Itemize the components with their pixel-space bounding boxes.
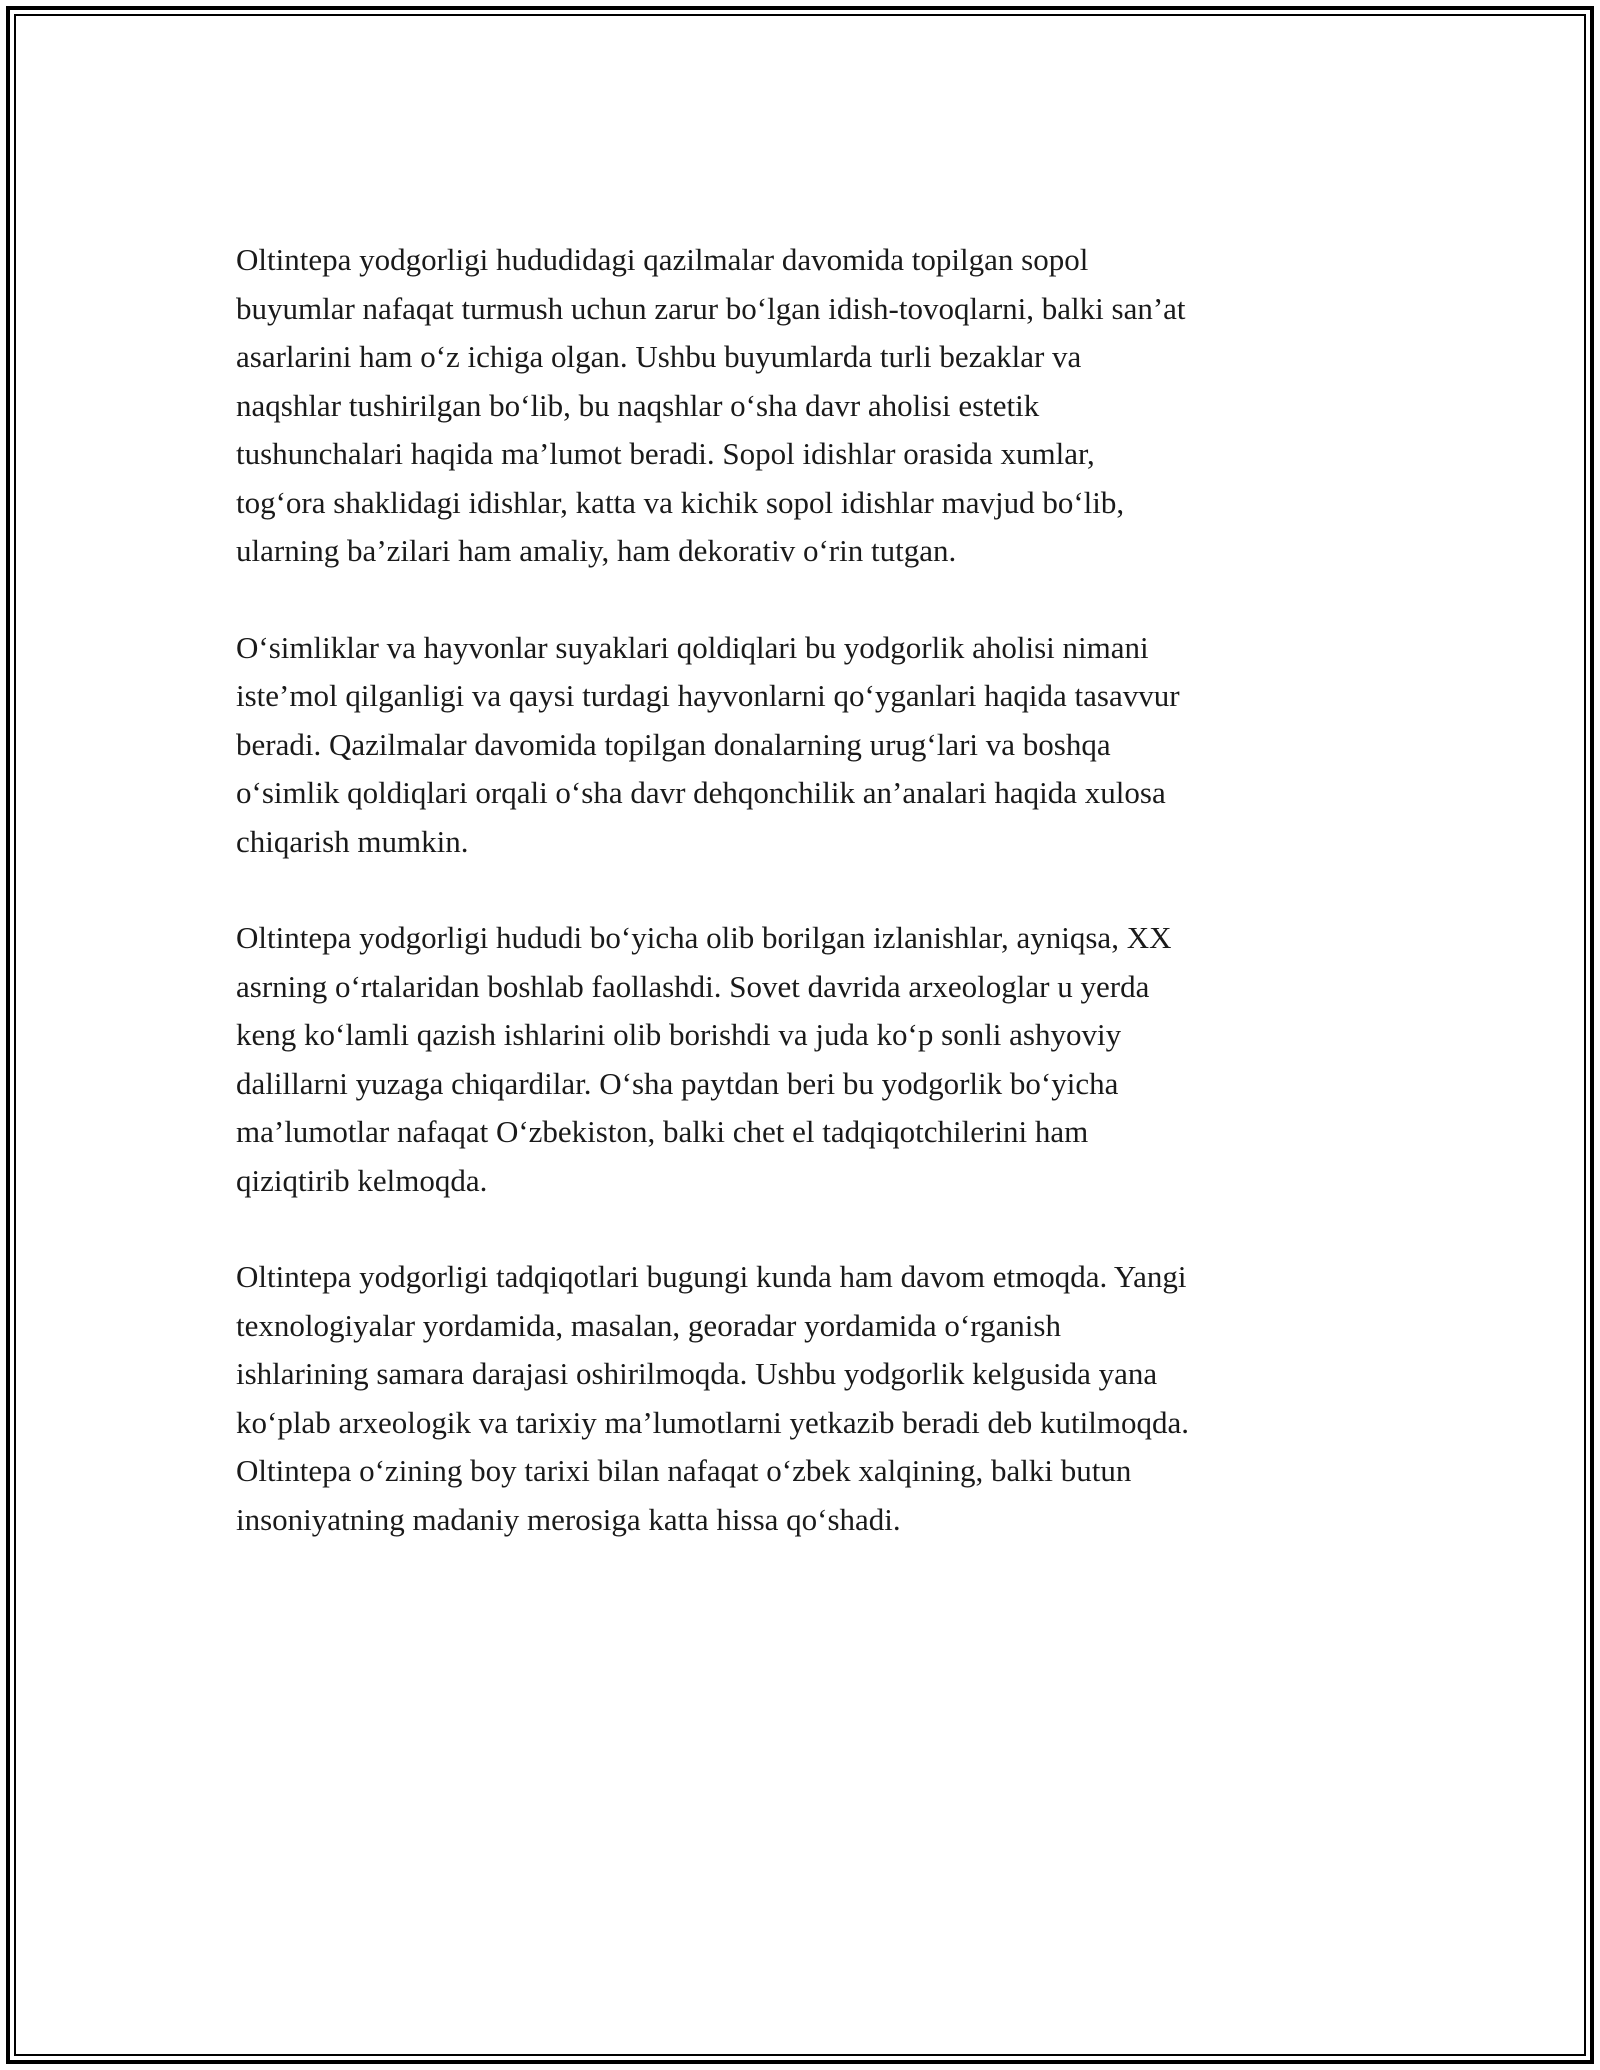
- text-line: ko‘plab arxeologik va tarixiy ma’lumotlarni yetkazib beradi deb kutilmoqda.: [236, 1404, 1189, 1440]
- text-line: ishlarining samara darajasi oshirilmoqda. Ushbu yodgorlik kelgusida yana: [236, 1356, 1158, 1391]
- text-line: ma’lumotlar nafaqat O‘zbekiston, balki chet el tadqiqotchilerini ham: [236, 1114, 1089, 1149]
- text-line: chiqarish mumkin.: [236, 823, 469, 859]
- paragraph-pottery: [236, 236, 1376, 576]
- text-line: o‘simlik qoldiqlari orqali o‘sha davr dehqonchilik an’analari haqida xulosa: [236, 775, 1166, 810]
- text-line: ularning ba’zilari ham amaliy, ham dekorativ o‘rin tutgan.: [236, 533, 957, 568]
- text-line: Oltintepa o‘zining boy tarixi bilan nafaqat o‘zbek xalqining, balki butun: [236, 1453, 1132, 1488]
- text-line: Oltintepa yodgorligi hududidagi qazilmalar davomida topilgan sopol: [236, 242, 1089, 277]
- text-line: texnologiyalar yordamida, masalan, georadar yordamida o‘rganish: [236, 1307, 1061, 1343]
- text-line: O‘simliklar va hayvonlar suyaklari qoldiqlari bu yodgorlik aholisi nimani: [236, 629, 1149, 665]
- paragraph-remains: [236, 624, 1376, 867]
- text-line: insoniyatning madaniy merosiga katta hissa qo‘shadi.: [236, 1501, 901, 1537]
- text-line: asrning o‘rtalaridan boshlab faollashdi. Sovet davrida arxeologlar u yerda: [236, 968, 1150, 1004]
- text-line: tushunchalari haqida ma’lumot beradi. Sopol idishlar orasida xumlar,: [236, 436, 1095, 471]
- paragraph-research-history: [236, 914, 1376, 1205]
- text-line: keng ko‘lamli qazish ishlarini olib borishdi va juda ko‘p sonli ashyoviy: [236, 1017, 1122, 1052]
- text-line: tog‘ora shaklidagi idishlar, katta va kichik sopol idishlar mavjud bo‘lib,: [236, 484, 1125, 520]
- text-line: naqshlar tushirilgan bo‘lib, bu naqshlar o‘sha davr aholisi estetik: [236, 387, 1040, 423]
- text-line: dalillarni yuzaga chiqardilar. O‘sha paytdan beri bu yodgorlik bo‘yicha: [236, 1065, 1119, 1101]
- paragraph-current-research: [236, 1253, 1376, 1544]
- text-line: beradi. Qazilmalar davomida topilgan donalarning urug‘lari va boshqa: [236, 726, 1111, 762]
- text-line: asarlarini ham o‘z ichiga olgan. Ushbu buyumlarda turli bezaklar va: [236, 339, 1082, 374]
- document-body: [236, 236, 1376, 1592]
- text-line: iste’mol qilganligi va qaysi turdagi hayvonlarni qo‘yganlari haqida tasavvur: [236, 678, 1180, 713]
- text-line: Oltintepa yodgorligi hududi bo‘yicha olib borilgan izlanishlar, ayniqsa, XX: [236, 920, 1172, 955]
- text-line: qiziqtirib kelmoqda.: [236, 1162, 488, 1198]
- text-line: buyumlar nafaqat turmush uchun zarur bo‘lgan idish-tovoqlarni, balki san’at: [236, 290, 1186, 326]
- text-line: Oltintepa yodgorligi tadqiqotlari bugungi kunda ham davom etmoqda. Yangi: [236, 1259, 1187, 1294]
